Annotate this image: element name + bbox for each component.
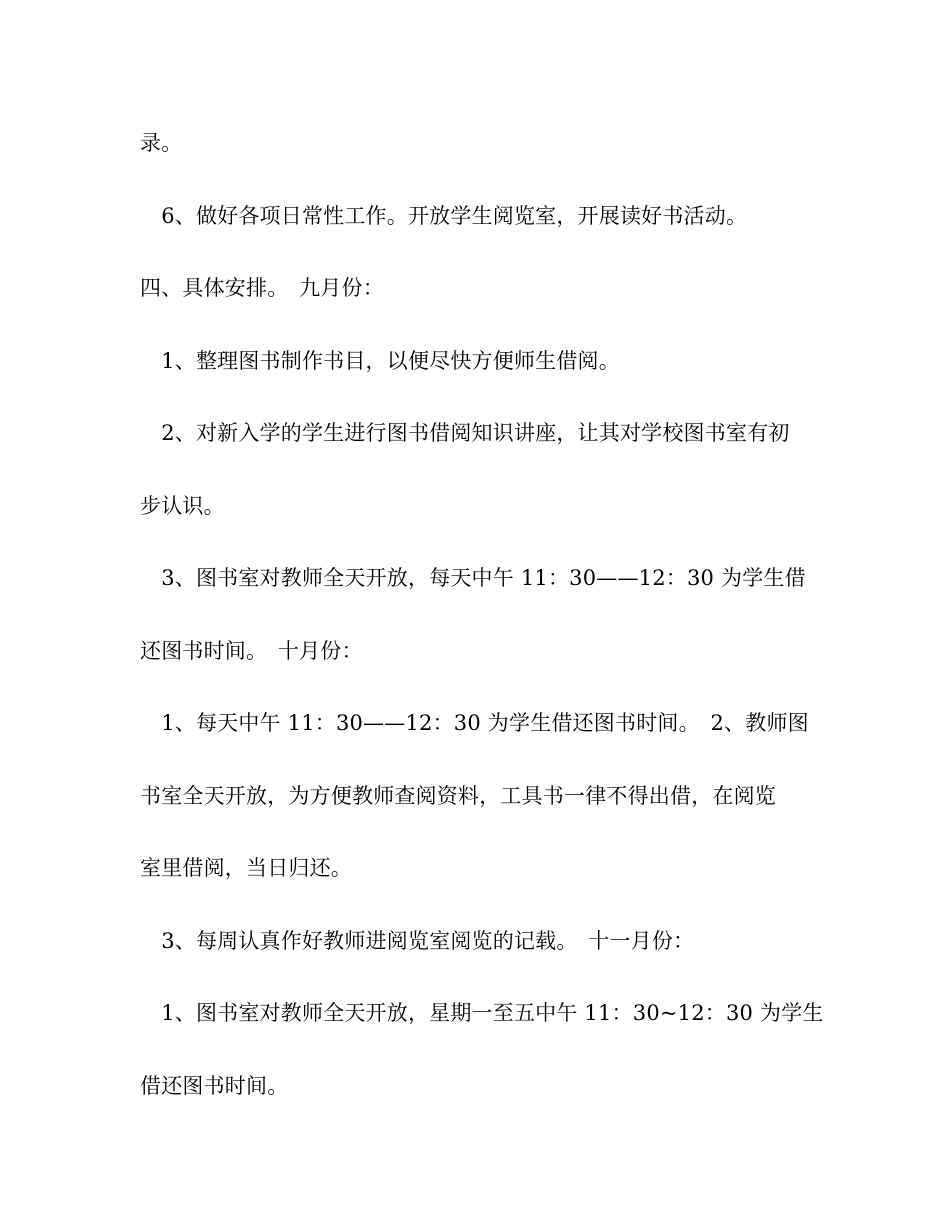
- text-line: 1、图书室对教师全天开放，星期一至五中午 11：30~12：30 为学生: [140, 1001, 824, 1025]
- text-line: 3、每周认真作好教师进阅览室阅览的记载。 十一月份：: [140, 929, 695, 953]
- text-line: 室里借阅，当日归还。: [140, 856, 352, 880]
- text-line: 3、图书室对教师全天开放，每天中午 11：30——12：30 为学生借: [140, 566, 806, 590]
- text-line: 6、做好各项日常性工作。开放学生阅览室，开展读好书活动。: [140, 204, 748, 228]
- text-line: 1、每天中午 11：30——12：30 为学生借还图书时间。 2、教师图: [140, 711, 809, 735]
- text-line: 1、整理图书制作书目，以便尽快方便师生借阅。: [140, 349, 620, 373]
- text-line: 录。: [140, 131, 183, 155]
- text-line: 2、对新入学的学生进行图书借阅知识讲座，让其对学校图书室有初: [140, 421, 790, 445]
- text-line: 书室全天开放，为方便教师查阅资料，工具书一律不得出借，在阅览: [140, 784, 776, 808]
- text-line: 四、具体安排。 九月份：: [140, 276, 384, 300]
- text-line: 步认识。: [140, 494, 225, 518]
- text-line: 还图书时间。 十月份：: [140, 639, 363, 663]
- text-line: 借还图书时间。: [140, 1074, 289, 1098]
